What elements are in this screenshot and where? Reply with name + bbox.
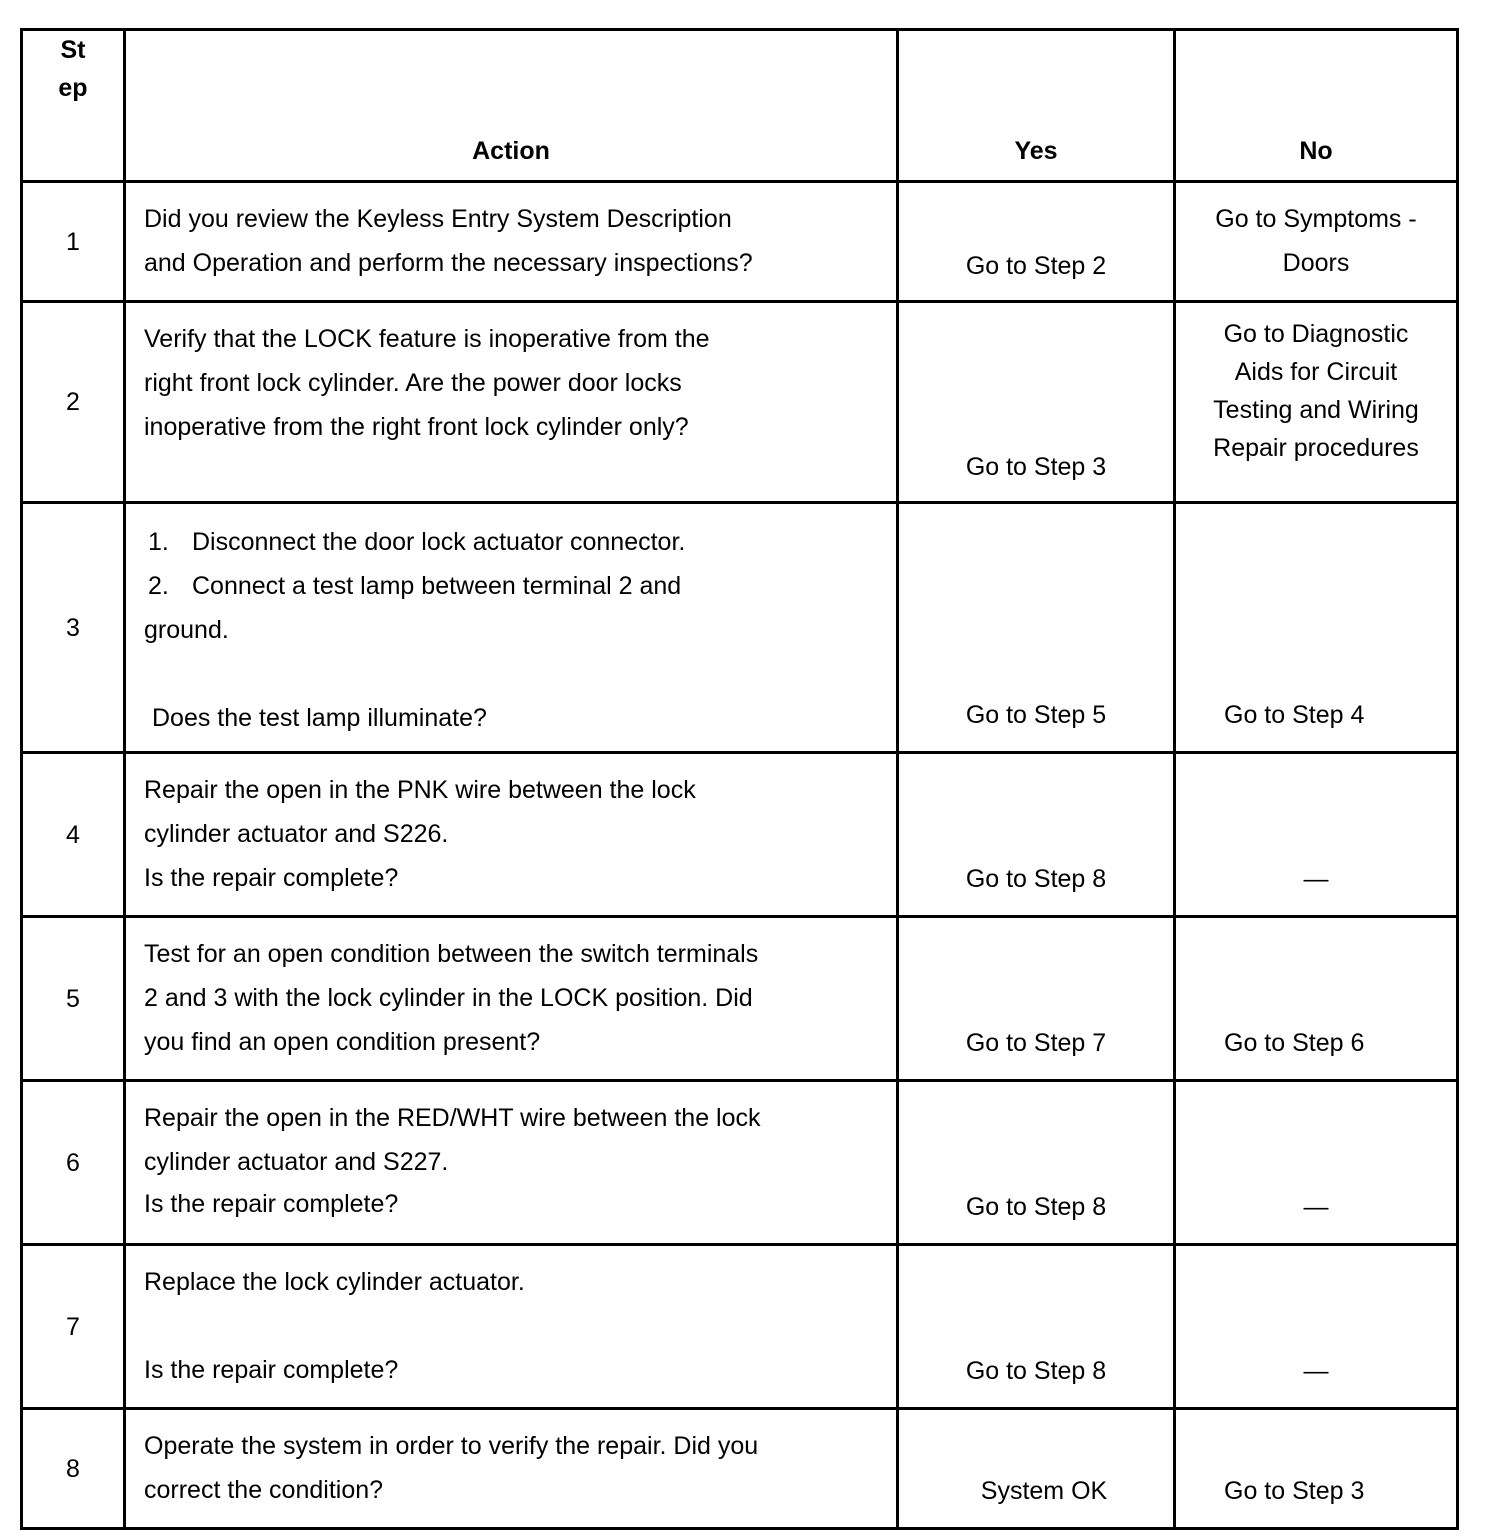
table-row	[22, 182, 1458, 302]
header-no: No	[1175, 30, 1458, 182]
action-line: correct the condition?	[144, 1476, 384, 1504]
action-cell	[125, 1409, 898, 1529]
action-line: you find an open condition present?	[144, 1028, 541, 1056]
yes-cell: Go to Step 3	[898, 302, 1175, 503]
action-list-item	[144, 564, 878, 608]
action-line: and Operation and perform the necessary inspections?	[144, 249, 753, 277]
no-cell: Go to Step 3	[1175, 1409, 1458, 1529]
yes-cell: System OK	[898, 1409, 1175, 1529]
no-cell: —	[1175, 1245, 1458, 1409]
step-number: 6	[22, 1081, 125, 1245]
no-cell	[1175, 182, 1458, 302]
table-row	[22, 302, 1458, 503]
action-line: Is the repair complete?	[144, 1356, 399, 1384]
action-cell	[125, 753, 898, 917]
table-row	[22, 1081, 1458, 1245]
action-line: Repair the open in the PNK wire between the lock	[144, 776, 696, 804]
action-cell	[125, 1245, 898, 1409]
no-line: Aids for Circuit	[1234, 358, 1398, 386]
no-line: Doors	[1282, 249, 1350, 277]
header-step-line2: ep	[58, 74, 88, 102]
action-line: Is the repair complete?	[144, 864, 399, 892]
action-line: Verify that the LOCK feature is inoperative from the	[144, 325, 710, 353]
list-text: Connect a test lamp between terminal 2 and	[192, 572, 682, 600]
yes-cell: Go to Step 8	[898, 1081, 1175, 1245]
diagnostic-table	[20, 28, 1459, 1530]
yes-cell: Go to Step 8	[898, 753, 1175, 917]
step-number: 8	[22, 1409, 125, 1529]
yes-cell: Go to Step 5	[898, 503, 1175, 753]
action-line: Is the repair complete?	[144, 1190, 399, 1218]
yes-cell: Go to Step 2	[898, 182, 1175, 302]
table-row	[22, 1245, 1458, 1409]
action-cell	[125, 302, 898, 503]
action-question: Does the test lamp illuminate?	[152, 704, 487, 732]
list-number: 2.	[148, 572, 169, 600]
table-row	[22, 753, 1458, 917]
no-cell: —	[1175, 753, 1458, 917]
action-line: Did you review the Keyless Entry System Description	[144, 205, 732, 233]
step-number: 7	[22, 1245, 125, 1409]
yes-cell: Go to Step 8	[898, 1245, 1175, 1409]
action-line: cylinder actuator and S226.	[144, 820, 449, 848]
table-row	[22, 503, 1458, 753]
action-line: right front lock cylinder. Are the power door locks	[144, 369, 682, 397]
step-number: 2	[22, 302, 125, 503]
step-number: 5	[22, 917, 125, 1081]
no-cell: —	[1175, 1081, 1458, 1245]
action-line: inoperative from the right front lock cylinder only?	[144, 413, 689, 441]
action-cell	[125, 503, 898, 753]
action-cell	[125, 1081, 898, 1245]
no-cell: Go to Step 4	[1175, 503, 1458, 753]
step-number: 4	[22, 753, 125, 917]
action-line: 2 and 3 with the lock cylinder in the LOCK position. Did	[144, 984, 753, 1012]
no-cell	[1175, 302, 1458, 503]
action-line: Replace the lock cylinder actuator.	[144, 1268, 525, 1296]
step-number: 3	[22, 503, 125, 753]
header-step	[22, 30, 125, 182]
header-yes: Yes	[898, 30, 1175, 182]
action-line: ground.	[144, 616, 229, 644]
table-row	[22, 1409, 1458, 1529]
step-number: 1	[22, 182, 125, 302]
yes-cell: Go to Step 7	[898, 917, 1175, 1081]
table-row	[22, 917, 1458, 1081]
action-line: Test for an open condition between the switch terminals	[144, 940, 759, 968]
list-text: Disconnect the door lock actuator connector.	[192, 528, 686, 556]
action-list-item	[144, 520, 878, 564]
action-line: cylinder actuator and S227.	[144, 1148, 449, 1176]
no-line: Repair procedures	[1213, 434, 1419, 462]
action-line: Repair the open in the RED/WHT wire between the lock	[144, 1104, 761, 1132]
no-line: Testing and Wiring	[1213, 396, 1419, 424]
action-line: Operate the system in order to verify the repair. Did you	[144, 1432, 759, 1460]
list-number: 1.	[148, 528, 169, 556]
no-line: Go to Symptoms -	[1215, 205, 1417, 233]
header-action: Action	[125, 30, 898, 182]
header-step-line1: St	[60, 36, 86, 64]
action-cell	[125, 917, 898, 1081]
no-cell: Go to Step 6	[1175, 917, 1458, 1081]
no-line: Go to Diagnostic	[1223, 320, 1409, 348]
action-cell	[125, 182, 898, 302]
table-header-row	[22, 30, 1458, 182]
